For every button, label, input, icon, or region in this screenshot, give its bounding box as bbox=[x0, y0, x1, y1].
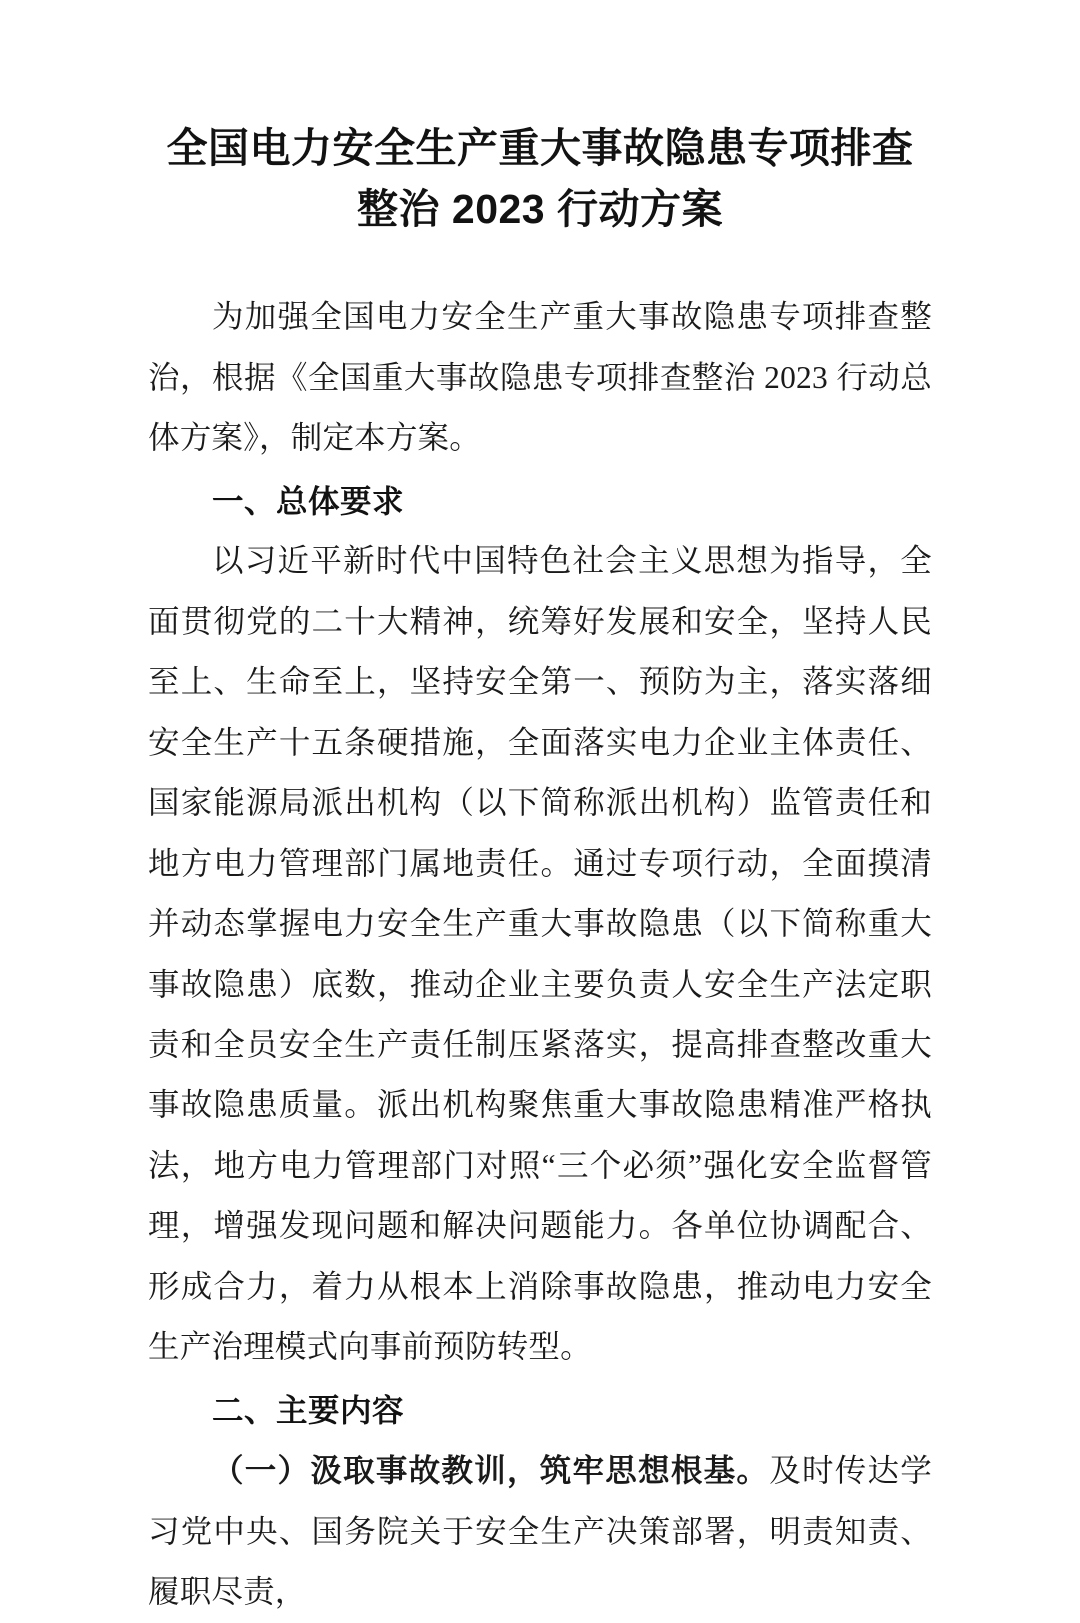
section-heading-2: 二、主要内容 bbox=[212, 1391, 405, 1428]
section-1-paragraph: 以习近平新时代中国特色社会主义思想为指导，全面贯彻党的二十大精神，统筹好发展和安全，坚持人民至上、生命至上，坚持安全第一、预防为主，落实落细安全生产十五条硬措施，全面落实电力企业主体责任、国家能源局派出机构（以下简称派出机构）监管责任和地方电力管理部门属地责任。通过专项行动，全面摸清并动态掌握电力安全生产重大事故隐患（以下简称重大事故隐患）底数，推动企业主要负责人安全生产法定职责和全员安全生产责任制压紧落实，提高排查整改重大事故隐患质量。派出机构聚焦重大事故隐患精准严格执法，地方电力管理部门对照“三个必须”强化安全监督管理，增强发现问题和解决问题能力。各单位协调配合、形成合力，着力从根本上消除事故隐患，推动电力安全生产治理模式向事前预防转型。 bbox=[148, 543, 932, 1365]
section-2-item-1-body: 及时传达学习党中央、国务院关于安全生产决策部署，明责知责、履职尽责， bbox=[148, 1453, 932, 1610]
page-title-line-2: 整治 2023 行动方案 bbox=[357, 185, 723, 232]
intro-paragraph: 为加强全国电力安全生产重大事故隐患专项排查整治，根据《全国重大事故隐患专项排查整治 2023 行动总体方案》，制定本方案。 bbox=[148, 299, 932, 456]
section-2-item-1 bbox=[148, 1440, 932, 1622]
page-title bbox=[148, 118, 932, 239]
section-2-item-1-lead: （一）汲取事故教训，筑牢思想根基。 bbox=[212, 1452, 770, 1489]
section-heading-1: 一、总体要求 bbox=[212, 482, 405, 519]
page-title-line-1: 全国电力安全生产重大事故隐患专项排查 bbox=[166, 125, 914, 171]
